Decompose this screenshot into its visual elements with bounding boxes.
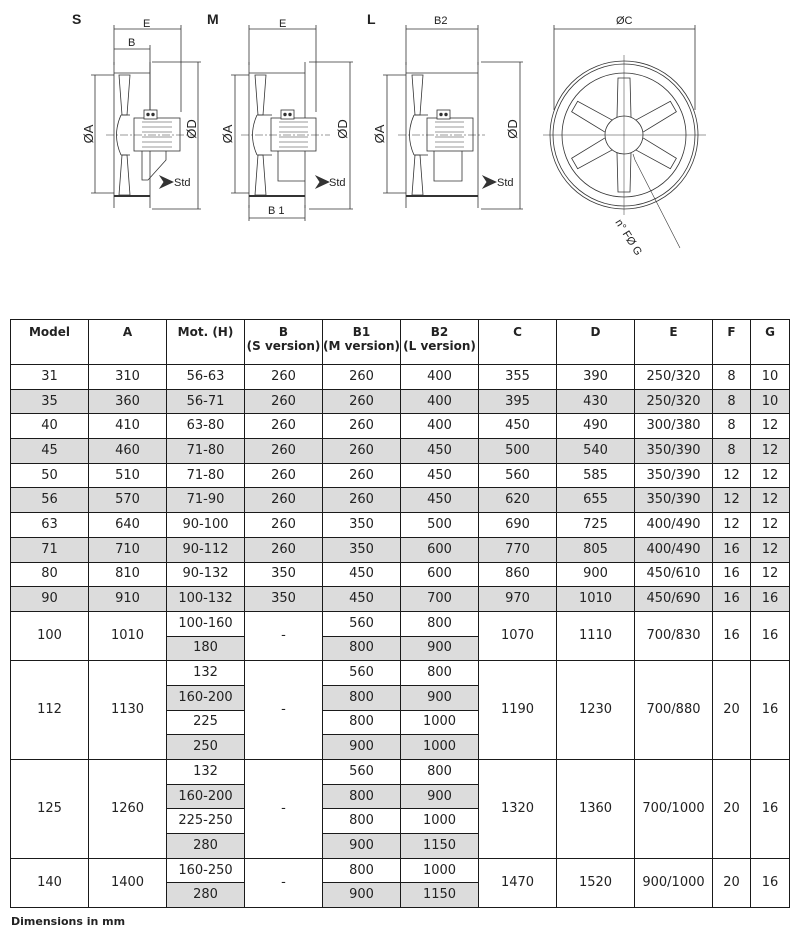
table-body xyxy=(11,365,790,908)
cell-b2: 800 xyxy=(401,760,479,785)
table-header-row xyxy=(11,320,790,365)
cell-g: 12 xyxy=(751,439,790,464)
cell-e: 350/390 xyxy=(635,488,713,513)
cell-motor: 225-250 xyxy=(167,809,245,834)
cell-b: - xyxy=(245,611,323,660)
cell-b1: 350 xyxy=(323,537,401,562)
cell-a: 1400 xyxy=(89,858,167,907)
cell-d: 900 xyxy=(557,562,635,587)
cell-a: 570 xyxy=(89,488,167,513)
table-row xyxy=(11,365,790,390)
cell-model: 125 xyxy=(11,760,89,859)
cell-b1: 560 xyxy=(323,611,401,636)
l-label: L xyxy=(367,11,376,27)
cell-g: 16 xyxy=(751,587,790,612)
cell-b2: 500 xyxy=(401,513,479,538)
cell-model: 56 xyxy=(11,488,89,513)
header-label: D xyxy=(590,325,601,339)
dim-b2-label: B2 xyxy=(434,15,448,27)
header-model xyxy=(11,320,89,365)
cell-b1: 800 xyxy=(323,636,401,661)
cell-b2: 900 xyxy=(401,784,479,809)
header-sublabel: (S version) xyxy=(246,339,321,353)
cell-model: 35 xyxy=(11,389,89,414)
table-row xyxy=(11,439,790,464)
cell-motor: 280 xyxy=(167,883,245,908)
front-view-drawing xyxy=(543,15,706,248)
cell-motor: 100-160 xyxy=(167,611,245,636)
cell-motor: 225 xyxy=(167,710,245,735)
cell-g: 12 xyxy=(751,562,790,587)
cell-f: 12 xyxy=(713,513,751,538)
header-d xyxy=(557,320,635,365)
cell-model: 50 xyxy=(11,463,89,488)
cell-d: 490 xyxy=(557,414,635,439)
header-c xyxy=(479,320,557,365)
cell-b1: 900 xyxy=(323,883,401,908)
header-sublabel: (L version) xyxy=(403,339,476,353)
header-label: F xyxy=(727,325,736,339)
table-row xyxy=(11,611,790,636)
cell-e: 400/490 xyxy=(635,537,713,562)
cell-motor: 71-90 xyxy=(167,488,245,513)
cell-c: 620 xyxy=(479,488,557,513)
dim-d-label: ØD xyxy=(184,119,199,139)
cell-d: 1520 xyxy=(557,858,635,907)
header-motor xyxy=(167,320,245,365)
technical-drawing xyxy=(0,0,798,270)
cell-motor: 56-63 xyxy=(167,365,245,390)
cell-b2: 400 xyxy=(401,389,479,414)
cell-motor: 132 xyxy=(167,760,245,785)
cell-g: 16 xyxy=(751,611,790,660)
table-row xyxy=(11,587,790,612)
cell-b: 350 xyxy=(245,587,323,612)
cell-b2: 450 xyxy=(401,488,479,513)
cell-b2: 600 xyxy=(401,562,479,587)
cell-e: 350/390 xyxy=(635,439,713,464)
dim-d-label: ØD xyxy=(505,119,520,139)
cell-a: 910 xyxy=(89,587,167,612)
cell-e: 400/490 xyxy=(635,513,713,538)
cell-b2: 1000 xyxy=(401,858,479,883)
cell-a: 710 xyxy=(89,537,167,562)
header-a xyxy=(89,320,167,365)
cell-f: 16 xyxy=(713,537,751,562)
cell-f: 16 xyxy=(713,587,751,612)
cell-model: 80 xyxy=(11,562,89,587)
m-label: M xyxy=(207,11,219,27)
m-version-drawing xyxy=(207,11,353,221)
cell-a: 810 xyxy=(89,562,167,587)
dim-a-label: ØA xyxy=(81,124,96,144)
cell-b: 350 xyxy=(245,562,323,587)
cell-b1: 450 xyxy=(323,587,401,612)
cell-e: 700/830 xyxy=(635,611,713,660)
cell-b1: 800 xyxy=(323,710,401,735)
cell-a: 1010 xyxy=(89,611,167,660)
cell-b2: 800 xyxy=(401,661,479,686)
cell-motor: 90-100 xyxy=(167,513,245,538)
cell-b1: 260 xyxy=(323,414,401,439)
header-label: B xyxy=(278,325,289,339)
std-marker-label: Std xyxy=(329,177,346,189)
cell-b: 260 xyxy=(245,537,323,562)
cell-b1: 260 xyxy=(323,439,401,464)
header-g xyxy=(751,320,790,365)
cell-d: 1230 xyxy=(557,661,635,760)
cell-c: 690 xyxy=(479,513,557,538)
table-row xyxy=(11,562,790,587)
cell-c: 860 xyxy=(479,562,557,587)
dim-e-label: E xyxy=(143,18,151,30)
cell-b1: 800 xyxy=(323,784,401,809)
cell-b2: 400 xyxy=(401,365,479,390)
cell-b2: 400 xyxy=(401,414,479,439)
cell-b2: 450 xyxy=(401,439,479,464)
cell-b2: 1150 xyxy=(401,834,479,859)
cell-g: 12 xyxy=(751,463,790,488)
cell-f: 20 xyxy=(713,661,751,760)
cell-model: 112 xyxy=(11,661,89,760)
cell-g: 10 xyxy=(751,389,790,414)
cell-b1: 260 xyxy=(323,365,401,390)
cell-b: 260 xyxy=(245,414,323,439)
dim-a-label: ØA xyxy=(372,124,387,144)
cell-motor: 160-200 xyxy=(167,685,245,710)
header-label: G xyxy=(765,325,775,339)
dim-d-label: ØD xyxy=(335,119,350,139)
dim-fg-label: n° FØ G xyxy=(612,217,645,258)
cell-model: 31 xyxy=(11,365,89,390)
cell-a: 410 xyxy=(89,414,167,439)
cell-motor: 180 xyxy=(167,636,245,661)
dim-c-label: ØC xyxy=(616,15,633,27)
dim-e-label: E xyxy=(279,18,287,30)
cell-d: 540 xyxy=(557,439,635,464)
cell-b1: 560 xyxy=(323,661,401,686)
cell-model: 40 xyxy=(11,414,89,439)
cell-f: 16 xyxy=(713,562,751,587)
cell-b2: 1000 xyxy=(401,710,479,735)
cell-b2: 1000 xyxy=(401,809,479,834)
cell-b: 260 xyxy=(245,513,323,538)
cell-d: 1360 xyxy=(557,760,635,859)
table-row xyxy=(11,389,790,414)
cell-motor: 100-132 xyxy=(167,587,245,612)
cell-model: 71 xyxy=(11,537,89,562)
cell-b2: 900 xyxy=(401,685,479,710)
dimensions-table xyxy=(10,319,790,908)
header-sublabel: (M version) xyxy=(323,339,401,353)
cell-f: 20 xyxy=(713,858,751,907)
cell-b: 260 xyxy=(245,439,323,464)
header-b2 xyxy=(401,320,479,365)
cell-d: 390 xyxy=(557,365,635,390)
header-label: B2 xyxy=(430,325,449,339)
cell-e: 250/320 xyxy=(635,389,713,414)
cell-g: 16 xyxy=(751,858,790,907)
cell-e: 450/610 xyxy=(635,562,713,587)
cell-b: 260 xyxy=(245,463,323,488)
table-row xyxy=(11,858,790,883)
cell-c: 1070 xyxy=(479,611,557,660)
cell-c: 770 xyxy=(479,537,557,562)
header-b1 xyxy=(323,320,401,365)
cell-e: 700/880 xyxy=(635,661,713,760)
cell-c: 1190 xyxy=(479,661,557,760)
cell-g: 16 xyxy=(751,661,790,760)
cell-b: 260 xyxy=(245,365,323,390)
cell-g: 10 xyxy=(751,365,790,390)
table-row xyxy=(11,661,790,686)
cell-motor: 56-71 xyxy=(167,389,245,414)
cell-f: 16 xyxy=(713,611,751,660)
cell-b1: 900 xyxy=(323,834,401,859)
cell-c: 970 xyxy=(479,587,557,612)
cell-motor: 71-80 xyxy=(167,439,245,464)
cell-b2: 700 xyxy=(401,587,479,612)
cell-motor: 280 xyxy=(167,834,245,859)
cell-f: 8 xyxy=(713,439,751,464)
header-label: E xyxy=(669,325,678,339)
cell-g: 12 xyxy=(751,537,790,562)
cell-model: 63 xyxy=(11,513,89,538)
cell-g: 16 xyxy=(751,760,790,859)
cell-f: 20 xyxy=(713,760,751,859)
cell-motor: 71-80 xyxy=(167,463,245,488)
cell-d: 655 xyxy=(557,488,635,513)
cell-c: 1320 xyxy=(479,760,557,859)
cell-f: 8 xyxy=(713,414,751,439)
cell-b1: 800 xyxy=(323,685,401,710)
cell-e: 700/1000 xyxy=(635,760,713,859)
header-f xyxy=(713,320,751,365)
cell-model: 90 xyxy=(11,587,89,612)
cell-g: 12 xyxy=(751,414,790,439)
cell-motor: 250 xyxy=(167,735,245,760)
dim-b-label: B xyxy=(128,37,136,49)
cell-d: 805 xyxy=(557,537,635,562)
cell-a: 1260 xyxy=(89,760,167,859)
header-label: C xyxy=(513,325,522,339)
cell-a: 640 xyxy=(89,513,167,538)
table-row xyxy=(11,488,790,513)
cell-f: 8 xyxy=(713,365,751,390)
cell-g: 12 xyxy=(751,513,790,538)
cell-b2: 800 xyxy=(401,611,479,636)
s-label: S xyxy=(72,11,82,27)
cell-b: - xyxy=(245,661,323,760)
cell-b1: 260 xyxy=(323,463,401,488)
dimensions-footnote: Dimensions in mm xyxy=(11,915,126,928)
cell-b2: 1000 xyxy=(401,735,479,760)
cell-a: 310 xyxy=(89,365,167,390)
cell-g: 12 xyxy=(751,488,790,513)
dim-a-label: ØA xyxy=(220,124,235,144)
s-version-drawing xyxy=(72,11,201,209)
cell-motor: 132 xyxy=(167,661,245,686)
cell-b1: 900 xyxy=(323,735,401,760)
cell-e: 450/690 xyxy=(635,587,713,612)
cell-b1: 350 xyxy=(323,513,401,538)
table-row xyxy=(11,760,790,785)
cell-c: 450 xyxy=(479,414,557,439)
cell-f: 8 xyxy=(713,389,751,414)
table-row xyxy=(11,463,790,488)
cell-b1: 800 xyxy=(323,809,401,834)
cell-a: 1130 xyxy=(89,661,167,760)
cell-motor: 63-80 xyxy=(167,414,245,439)
fan-dimension-drawings xyxy=(0,0,798,270)
cell-b: 260 xyxy=(245,389,323,414)
cell-e: 300/380 xyxy=(635,414,713,439)
cell-e: 250/320 xyxy=(635,365,713,390)
cell-e: 900/1000 xyxy=(635,858,713,907)
cell-b1: 560 xyxy=(323,760,401,785)
cell-b2: 900 xyxy=(401,636,479,661)
cell-b: - xyxy=(245,858,323,907)
cell-motor: 160-250 xyxy=(167,858,245,883)
cell-c: 560 xyxy=(479,463,557,488)
cell-motor: 90-112 xyxy=(167,537,245,562)
cell-a: 460 xyxy=(89,439,167,464)
header-label: A xyxy=(122,325,133,339)
std-marker-label: Std xyxy=(174,177,191,189)
table-row xyxy=(11,513,790,538)
cell-d: 430 xyxy=(557,389,635,414)
cell-c: 395 xyxy=(479,389,557,414)
header-label: Mot. (H) xyxy=(177,325,234,339)
cell-motor: 160-200 xyxy=(167,784,245,809)
cell-d: 585 xyxy=(557,463,635,488)
cell-c: 500 xyxy=(479,439,557,464)
cell-a: 510 xyxy=(89,463,167,488)
cell-c: 355 xyxy=(479,365,557,390)
header-label: B1 xyxy=(352,325,371,339)
cell-b1: 450 xyxy=(323,562,401,587)
l-version-drawing xyxy=(367,11,523,209)
cell-b2: 600 xyxy=(401,537,479,562)
cell-motor: 90-132 xyxy=(167,562,245,587)
std-marker-label: Std xyxy=(497,177,514,189)
header-label: Model xyxy=(28,325,71,339)
cell-b: - xyxy=(245,760,323,859)
cell-b2: 450 xyxy=(401,463,479,488)
header-b xyxy=(245,320,323,365)
cell-d: 725 xyxy=(557,513,635,538)
cell-model: 100 xyxy=(11,611,89,660)
cell-model: 140 xyxy=(11,858,89,907)
cell-d: 1110 xyxy=(557,611,635,660)
table-row xyxy=(11,537,790,562)
dim-b1-label: B 1 xyxy=(268,205,285,217)
cell-b2: 1150 xyxy=(401,883,479,908)
cell-b1: 800 xyxy=(323,858,401,883)
cell-b1: 260 xyxy=(323,389,401,414)
table-row xyxy=(11,414,790,439)
cell-d: 1010 xyxy=(557,587,635,612)
cell-f: 12 xyxy=(713,488,751,513)
cell-model: 45 xyxy=(11,439,89,464)
cell-f: 12 xyxy=(713,463,751,488)
cell-b: 260 xyxy=(245,488,323,513)
cell-b1: 260 xyxy=(323,488,401,513)
cell-a: 360 xyxy=(89,389,167,414)
cell-e: 350/390 xyxy=(635,463,713,488)
cell-c: 1470 xyxy=(479,858,557,907)
header-e xyxy=(635,320,713,365)
